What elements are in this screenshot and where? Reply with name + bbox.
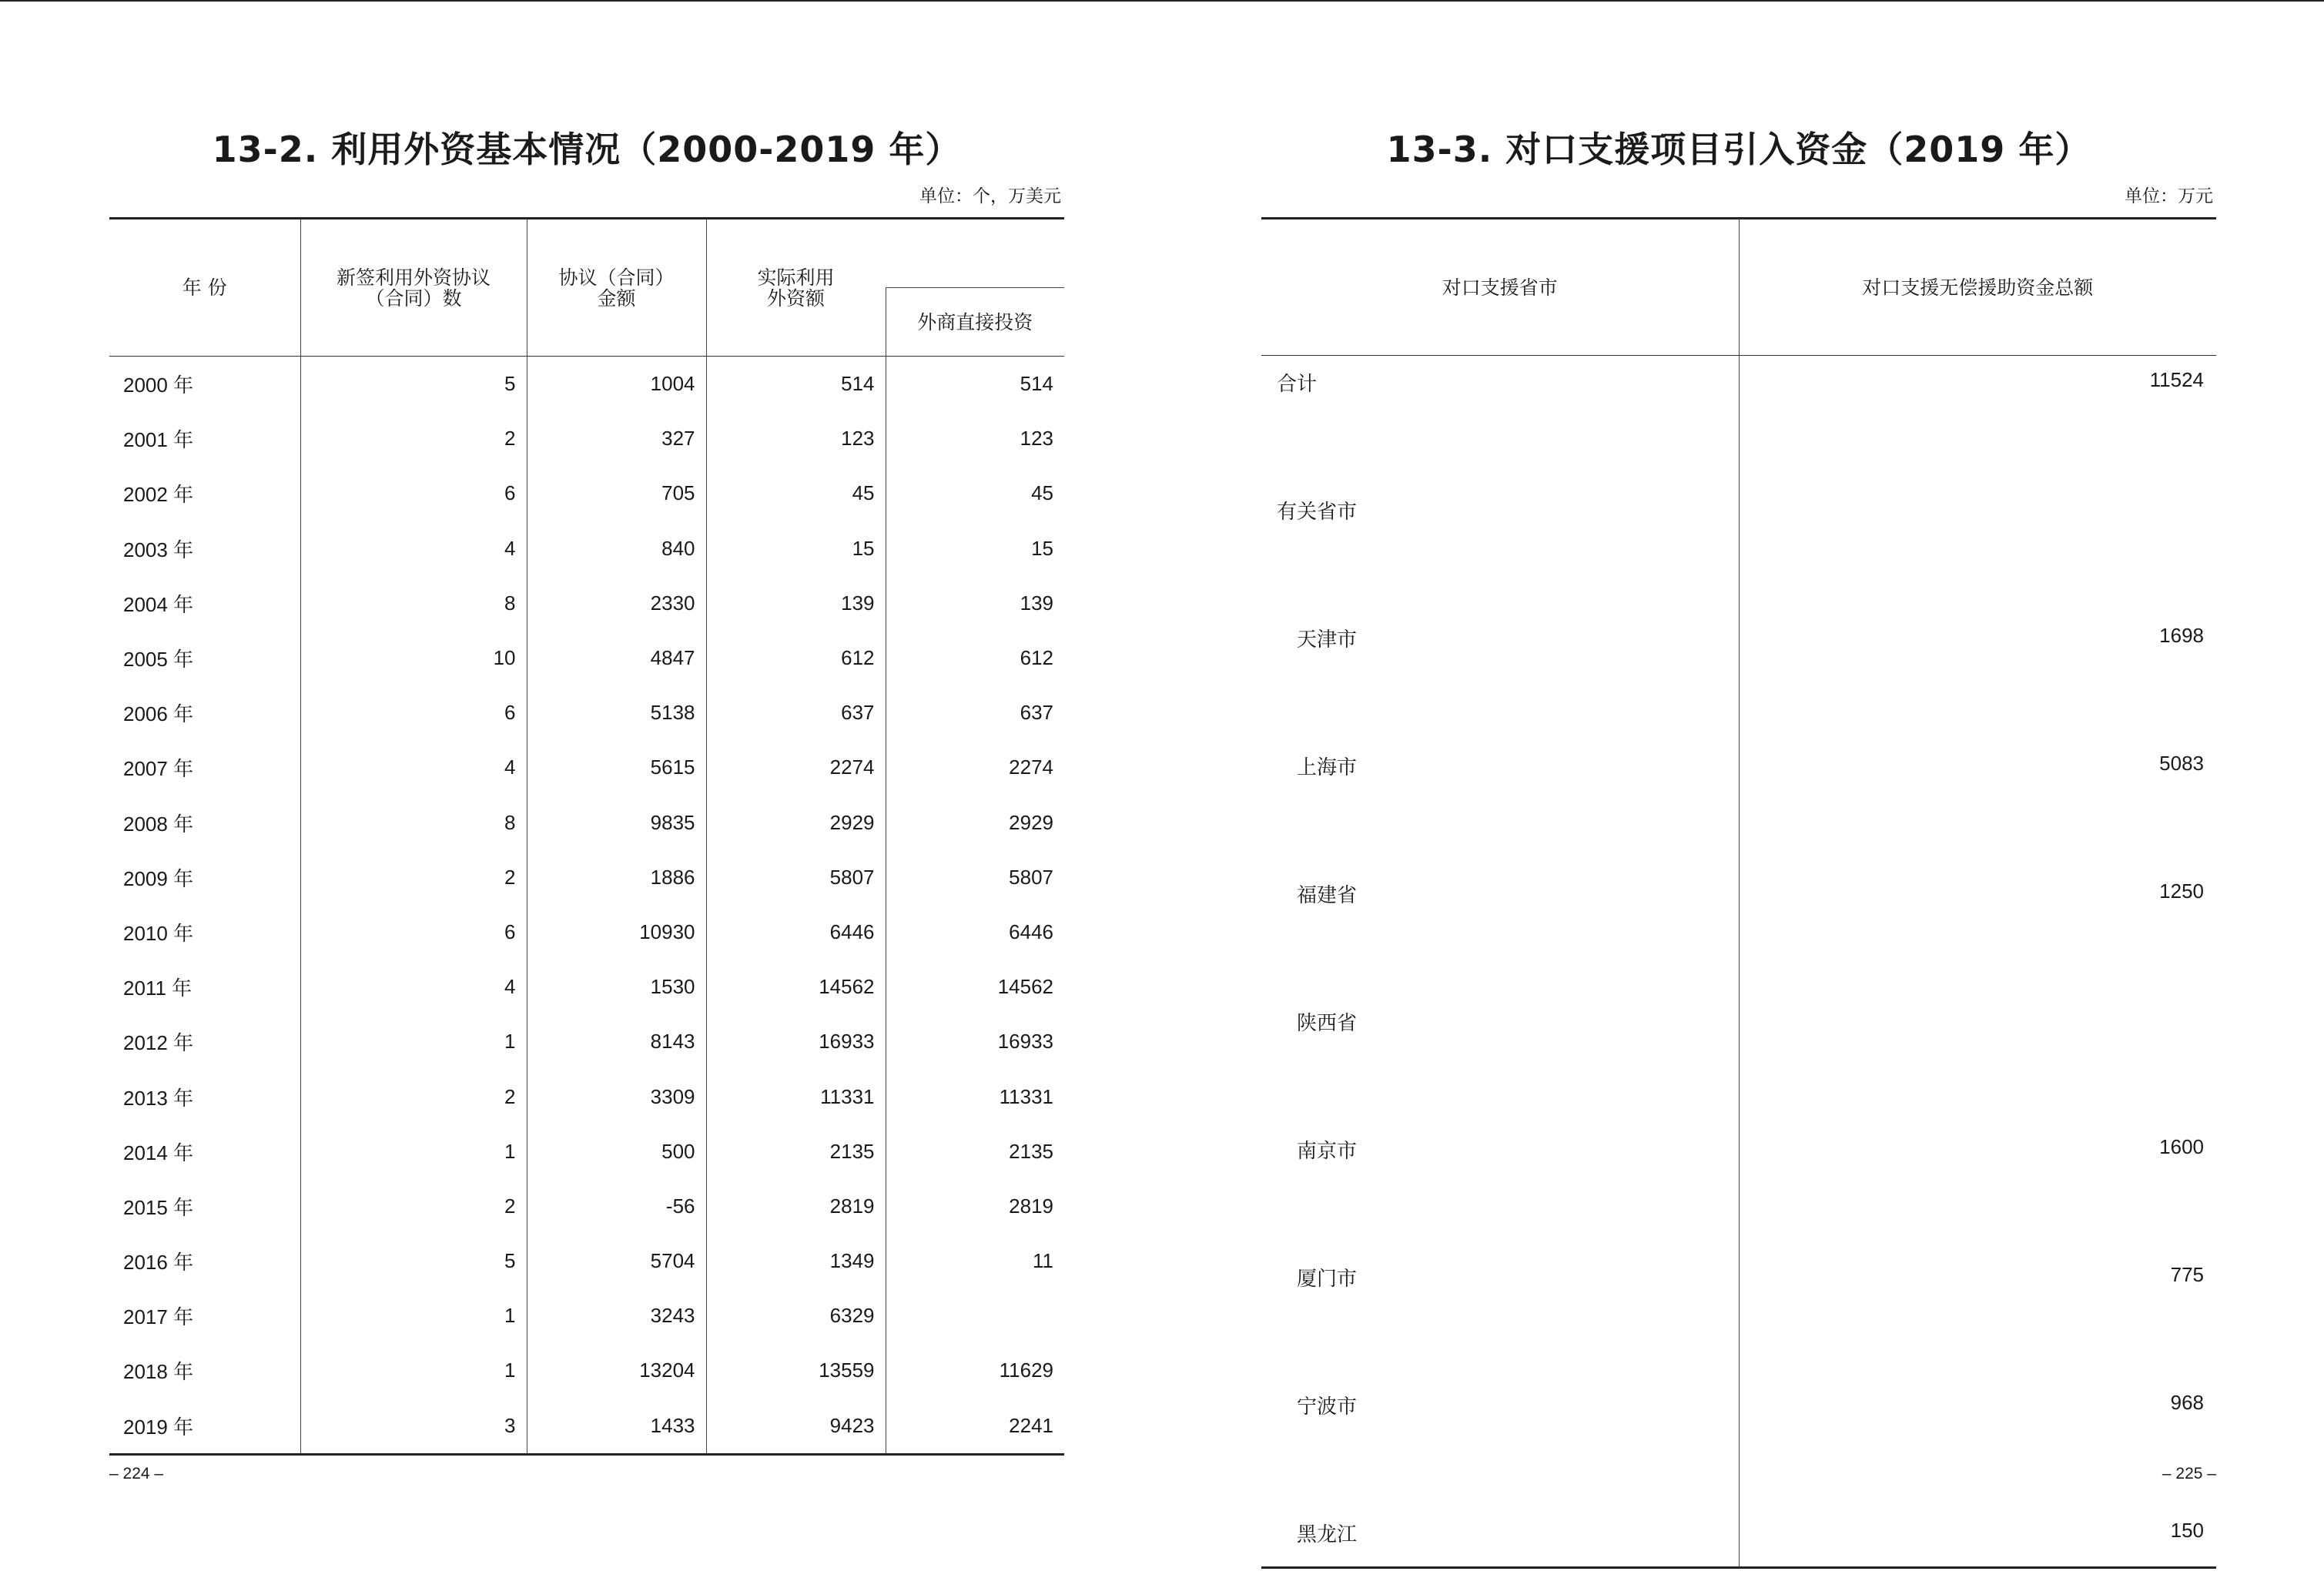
right-page [1261, 0, 2216, 1588]
table-row [109, 850, 1064, 905]
province-name-cell: 天津市 [1297, 628, 1358, 652]
table-row [109, 685, 1064, 740]
table-row [1261, 1379, 2216, 1506]
contract-amount-cell: 1530 [527, 960, 706, 1014]
page-number-right: – 225 – [2162, 1465, 2216, 1482]
year-cell: 2005 年 [123, 648, 194, 672]
agreement-count-cell: 1 [300, 1343, 527, 1398]
actual-use-cell: 2274 [706, 740, 886, 795]
table-row [1261, 739, 2216, 867]
left-unit-label: 单位：个，万美元 [919, 186, 1061, 206]
fdi-cell: 15 [886, 521, 1064, 576]
agreement-count-cell: 2 [300, 1179, 527, 1234]
fdi-cell: 11629 [886, 1343, 1064, 1398]
contract-amount-cell: 4847 [527, 631, 706, 685]
table-row [1261, 484, 2216, 611]
header-aid-total: 对口支援无偿援助资金总额 [1739, 219, 2216, 356]
year-cell: 2003 年 [123, 538, 194, 561]
table-row [109, 466, 1064, 521]
table-row [1261, 995, 2216, 1123]
header-province: 对口支援省市 [1261, 219, 1739, 356]
agreement-count-cell: 4 [300, 740, 527, 795]
table-row [109, 1124, 1064, 1179]
province-name-cell: 宁波市 [1297, 1395, 1358, 1419]
table-row [109, 411, 1064, 466]
year-cell: 2009 年 [123, 866, 194, 890]
agreement-count-cell: 2 [300, 1069, 527, 1124]
left-table-body [109, 357, 1064, 1455]
fdi-cell: 6446 [886, 905, 1064, 960]
contract-amount-cell: 5704 [527, 1234, 706, 1288]
table-row [109, 1069, 1064, 1124]
actual-use-cell: 6329 [706, 1288, 886, 1343]
aid-amount-cell: 1250 [1739, 867, 2216, 995]
year-cell: 2004 年 [123, 592, 194, 616]
actual-use-cell: 11331 [706, 1069, 886, 1124]
fdi-cell: 2274 [886, 740, 1064, 795]
province-name-cell: 福建省 [1297, 884, 1358, 907]
fdi-cell: 514 [886, 357, 1064, 412]
left-page [109, 0, 1064, 1588]
year-cell: 2008 年 [123, 812, 194, 836]
actual-use-cell: 123 [706, 411, 886, 466]
contract-amount-cell: -56 [527, 1179, 706, 1234]
table-row [109, 796, 1064, 850]
page-number-left: – 224 – [109, 1465, 164, 1482]
right-unit-label: 单位：万元 [2125, 186, 2213, 206]
actual-use-cell: 45 [706, 466, 886, 521]
table-row [109, 521, 1064, 576]
agreement-count-cell: 4 [300, 960, 527, 1014]
fdi-cell: 11 [886, 1234, 1064, 1288]
table-row [109, 960, 1064, 1014]
fdi-cell: 16933 [886, 1014, 1064, 1069]
table-row [1261, 1123, 2216, 1251]
agreement-count-cell: 4 [300, 521, 527, 576]
province-name-cell: 有关省市 [1277, 501, 1358, 524]
contract-amount-cell: 705 [527, 466, 706, 521]
actual-use-cell: 637 [706, 685, 886, 740]
fdi-cell: 2819 [886, 1179, 1064, 1234]
aid-amount-cell: 775 [1739, 1251, 2216, 1379]
actual-use-cell: 1349 [706, 1234, 886, 1288]
agreement-count-cell: 1 [300, 1124, 527, 1179]
table-row [109, 631, 1064, 685]
fdi-cell: 637 [886, 685, 1064, 740]
agreement-count-cell: 2 [300, 850, 527, 905]
year-cell: 2019 年 [109, 1399, 300, 1455]
province-name-cell: 陕西省 [1297, 1012, 1358, 1035]
fdi-cell: 612 [886, 631, 1064, 685]
aid-amount-cell: 11524 [1739, 356, 2216, 484]
agreement-count-cell: 6 [300, 905, 527, 960]
agreement-count-cell: 6 [300, 685, 527, 740]
aid-amount-cell [1739, 484, 2216, 611]
contract-amount-cell: 2330 [527, 576, 706, 631]
table-row [109, 740, 1064, 795]
year-cell: 2006 年 [123, 702, 194, 726]
province-name-cell: 南京市 [1297, 1140, 1358, 1163]
right-table-title: 13-3. 对口支援项目引入资金（2019 年） [1386, 129, 2091, 170]
fdi-cell: 2135 [886, 1124, 1064, 1179]
contract-amount-cell: 5615 [527, 740, 706, 795]
contract-amount-cell: 1433 [527, 1399, 706, 1455]
actual-use-cell: 14562 [706, 960, 886, 1014]
table-row [109, 1234, 1064, 1288]
province-name-cell: 合计 [1277, 373, 1318, 396]
header-fdi: 外商直接投资 [886, 288, 1064, 357]
fdi-cell: 11331 [886, 1069, 1064, 1124]
table-row [109, 1399, 1064, 1455]
agreement-count-cell: 5 [300, 357, 527, 412]
year-cell: 2012 年 [123, 1031, 194, 1055]
fdi-cell: 139 [886, 576, 1064, 631]
contract-amount-cell: 3243 [527, 1288, 706, 1343]
actual-use-cell: 139 [706, 576, 886, 631]
contract-amount-cell: 1004 [527, 357, 706, 412]
fdi-cell: 2241 [886, 1399, 1064, 1455]
actual-use-cell: 514 [706, 357, 886, 412]
aid-amount-cell [1739, 995, 2216, 1123]
header-actual-use: 实际利用 外资额 [706, 219, 886, 357]
fdi-cell: 123 [886, 411, 1064, 466]
year-cell: 2017 年 [123, 1305, 194, 1329]
contract-amount-cell: 9835 [527, 796, 706, 850]
year-cell: 2002 年 [123, 483, 194, 507]
table-row [109, 576, 1064, 631]
aid-funds-table [1261, 217, 2216, 1569]
right-table-body [1261, 356, 2216, 1568]
agreement-count-cell: 3 [300, 1399, 527, 1455]
contract-amount-cell: 1886 [527, 850, 706, 905]
year-cell: 2015 年 [123, 1195, 194, 1219]
header-contract-amount: 协议（合同） 金额 [527, 219, 706, 357]
fdi-cell [886, 1288, 1064, 1343]
aid-amount-cell: 5083 [1739, 739, 2216, 867]
table-row [1261, 867, 2216, 995]
table-row [109, 1343, 1064, 1398]
actual-use-cell: 5807 [706, 850, 886, 905]
contract-amount-cell: 3309 [527, 1069, 706, 1124]
contract-amount-cell: 5138 [527, 685, 706, 740]
table-row [1261, 356, 2216, 484]
header-new-agreements: 新签利用外资协议 （合同）数 [300, 219, 527, 357]
province-name-cell: 黑龙江 [1261, 1506, 1739, 1568]
actual-use-cell: 9423 [706, 1399, 886, 1455]
actual-use-cell: 2819 [706, 1179, 886, 1234]
aid-amount-cell: 150 [1739, 1506, 2216, 1568]
table-row [1261, 1251, 2216, 1379]
actual-use-cell: 6446 [706, 905, 886, 960]
actual-use-cell: 2135 [706, 1124, 886, 1179]
year-cell: 2007 年 [123, 757, 194, 781]
contract-amount-cell: 8143 [527, 1014, 706, 1069]
contract-amount-cell: 840 [527, 521, 706, 576]
header-year: 年 份 [109, 219, 300, 357]
fdi-cell: 14562 [886, 960, 1064, 1014]
year-cell: 2000 年 [123, 374, 194, 397]
aid-amount-cell: 1698 [1739, 611, 2216, 739]
agreement-count-cell: 8 [300, 576, 527, 631]
aid-amount-cell: 1600 [1739, 1123, 2216, 1251]
fdi-cell: 2929 [886, 796, 1064, 850]
agreement-count-cell: 5 [300, 1234, 527, 1288]
agreement-count-cell: 1 [300, 1014, 527, 1069]
agreement-count-cell: 1 [300, 1288, 527, 1343]
fdi-cell: 45 [886, 466, 1064, 521]
year-cell: 2014 年 [123, 1141, 194, 1164]
year-cell: 2010 年 [123, 921, 194, 945]
foreign-investment-table [109, 217, 1064, 1456]
year-cell: 2018 年 [123, 1360, 194, 1384]
agreement-count-cell: 6 [300, 466, 527, 521]
table-row [109, 1288, 1064, 1343]
contract-amount-cell: 13204 [527, 1343, 706, 1398]
table-row [109, 905, 1064, 960]
actual-use-cell: 2929 [706, 796, 886, 850]
agreement-count-cell: 10 [300, 631, 527, 685]
table-row [109, 1179, 1064, 1234]
actual-use-cell: 612 [706, 631, 886, 685]
left-table-title: 13-2. 利用外资基本情况（2000-2019 年） [212, 129, 962, 170]
table-row [1261, 1506, 2216, 1568]
year-cell: 2016 年 [123, 1251, 194, 1275]
actual-use-cell: 13559 [706, 1343, 886, 1398]
year-cell: 2011 年 [123, 977, 193, 1000]
table-row [1261, 611, 2216, 739]
table-row [109, 357, 1064, 412]
contract-amount-cell: 500 [527, 1124, 706, 1179]
header-fdi-spacer [886, 219, 1064, 288]
province-name-cell: 上海市 [1297, 756, 1358, 779]
table-row [109, 1014, 1064, 1069]
year-cell: 2001 年 [123, 428, 194, 452]
province-name-cell: 厦门市 [1297, 1268, 1358, 1291]
contract-amount-cell: 10930 [527, 905, 706, 960]
aid-amount-cell: 968 [1739, 1379, 2216, 1506]
actual-use-cell: 15 [706, 521, 886, 576]
agreement-count-cell: 8 [300, 796, 527, 850]
actual-use-cell: 16933 [706, 1014, 886, 1069]
agreement-count-cell: 2 [300, 411, 527, 466]
fdi-cell: 5807 [886, 850, 1064, 905]
year-cell: 2013 年 [123, 1086, 194, 1110]
contract-amount-cell: 327 [527, 411, 706, 466]
